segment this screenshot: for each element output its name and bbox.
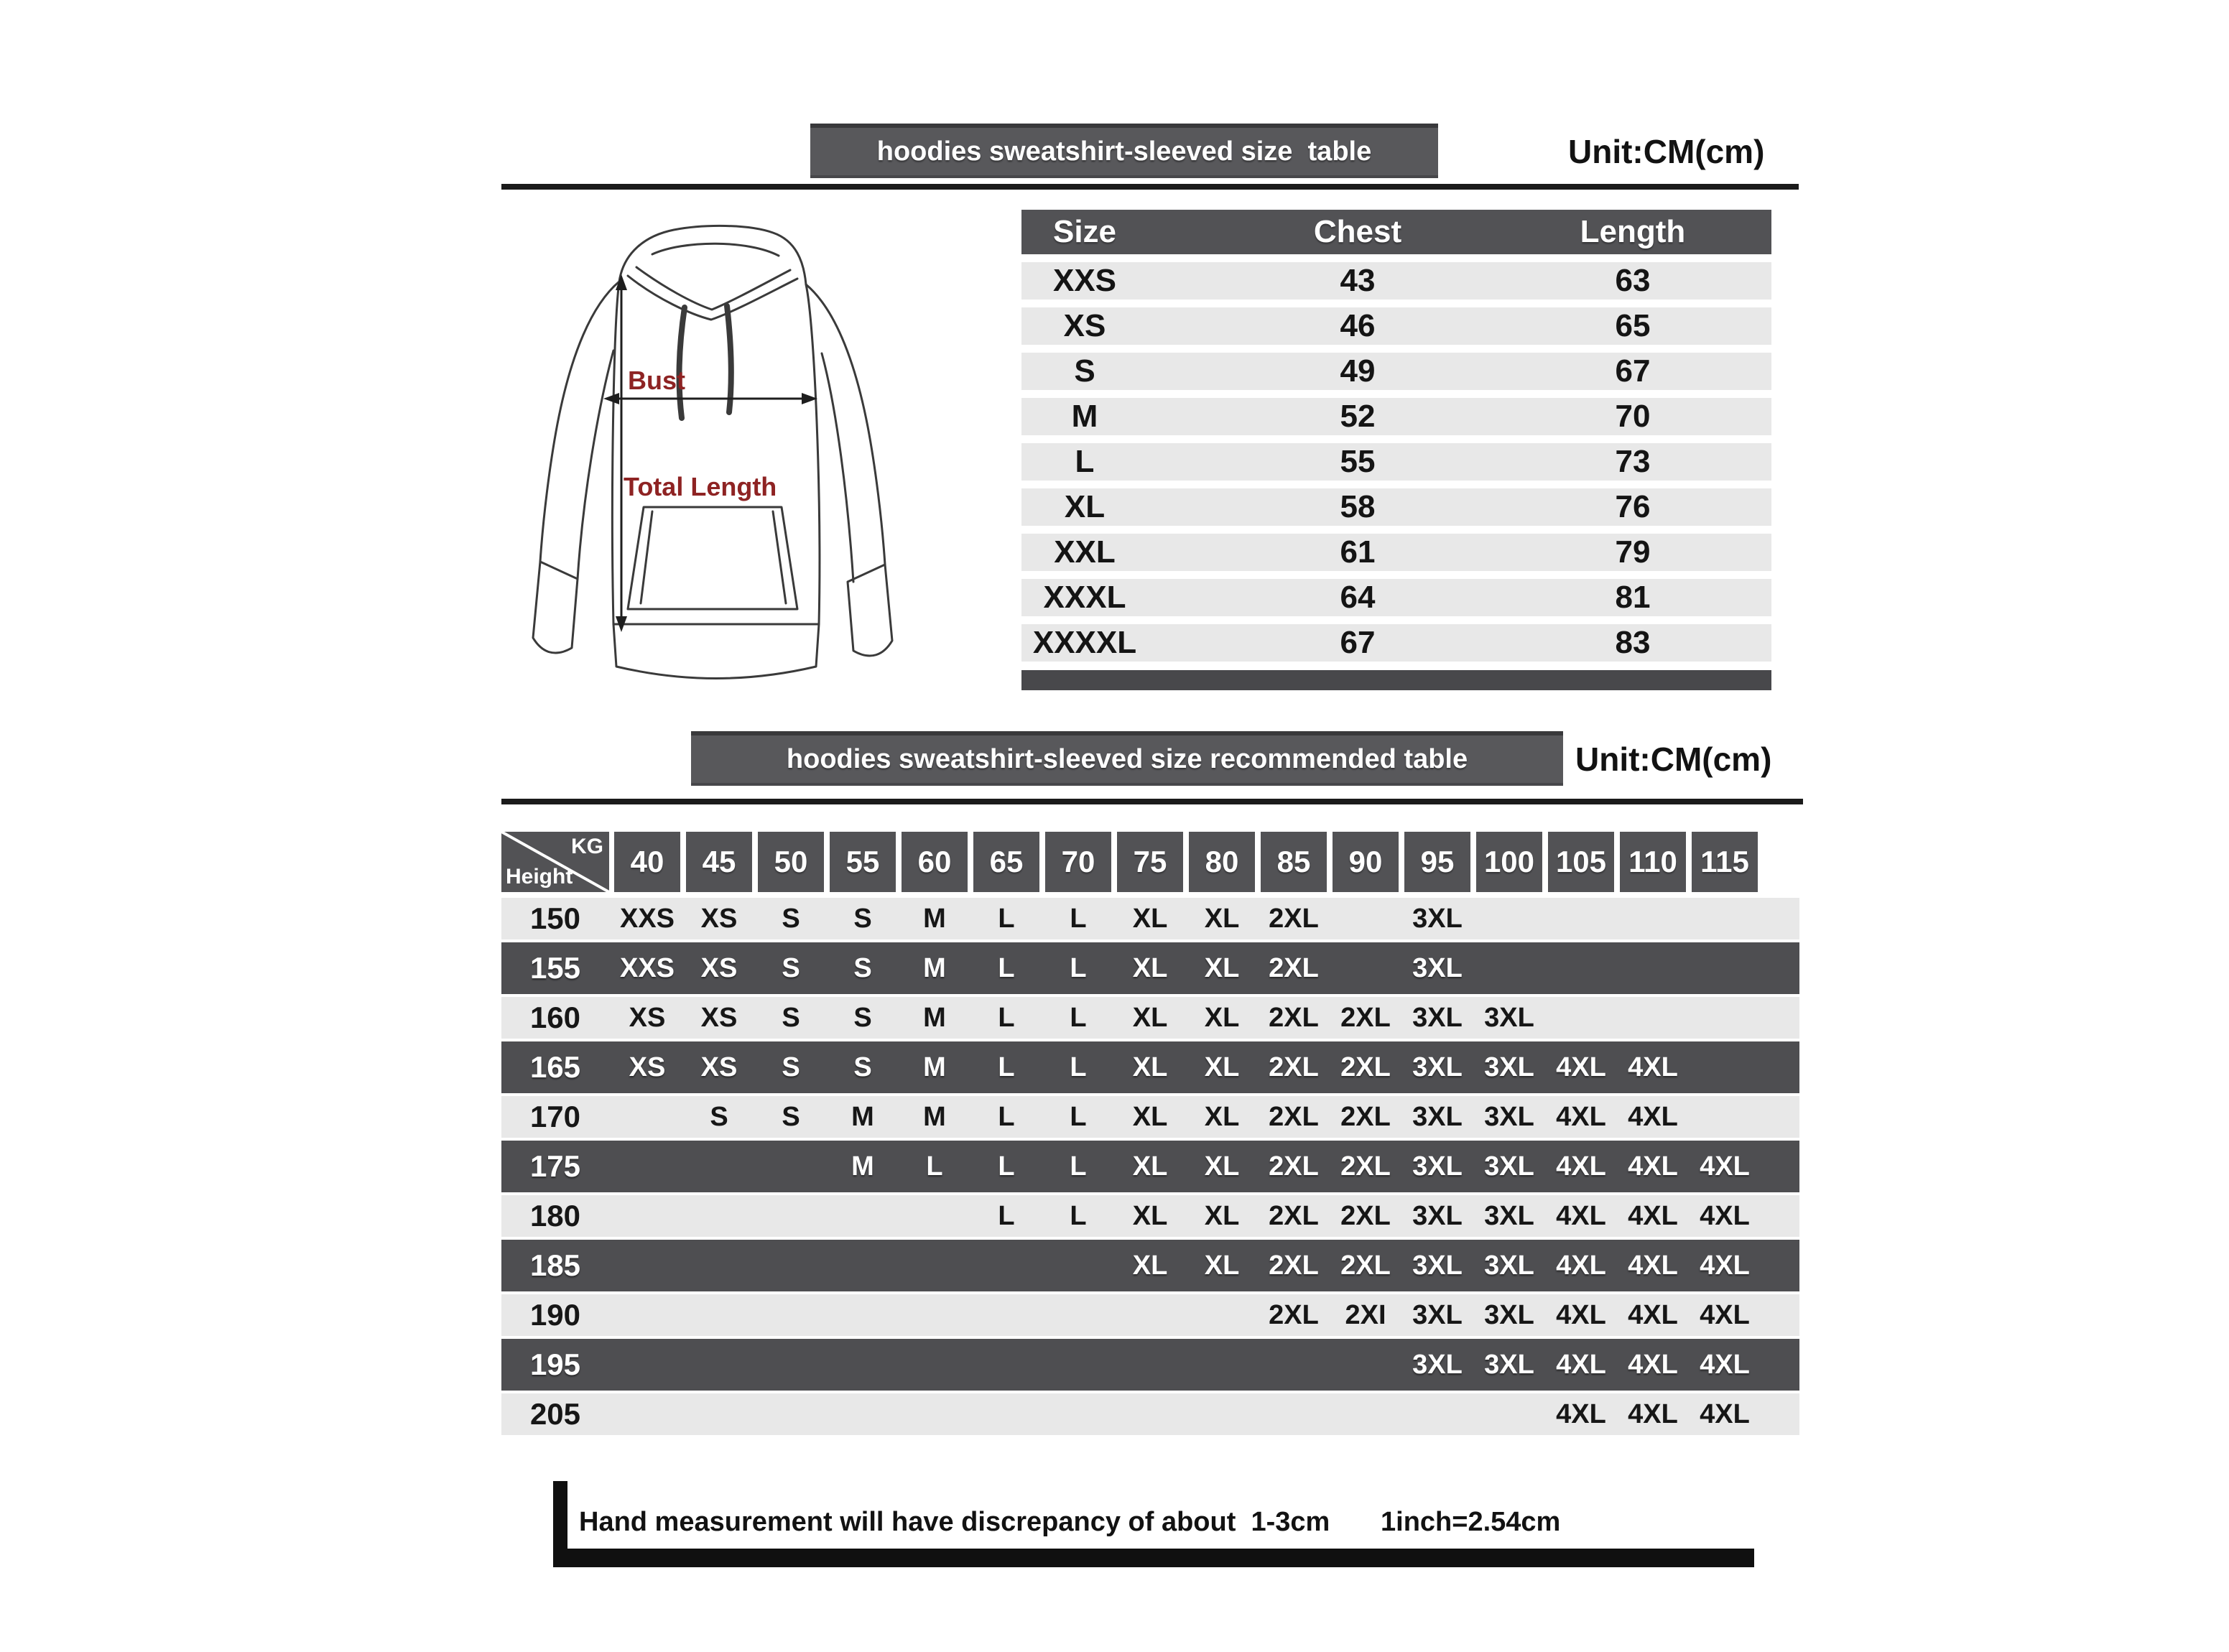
hood-opening-icon — [628, 276, 797, 320]
recommended-row-170 — [501, 1096, 1799, 1138]
size-recommendation-cell: 4XL — [1556, 1201, 1606, 1231]
size-table-row-XS — [1021, 307, 1771, 345]
recommended-row-155 — [501, 942, 1799, 994]
height-label: 180 — [529, 1199, 581, 1233]
size-table-cell-size: M — [1071, 399, 1098, 434]
weight-header-cell-50: 50 — [758, 832, 824, 892]
weight-header-cell-40: 40 — [614, 832, 680, 892]
drawstring-right-icon — [727, 306, 731, 412]
recommended-row-180 — [501, 1195, 1799, 1237]
size-recommendation-cell: 3XL — [1412, 1151, 1463, 1182]
size-table-cell-chest: 43 — [1340, 263, 1376, 298]
size-table-cell-length: 81 — [1615, 580, 1651, 615]
weight-header-cell-70: 70 — [1045, 832, 1111, 892]
size-recommendation-cell: 2XL — [1269, 1151, 1319, 1182]
height-label: 185 — [529, 1248, 581, 1282]
size-recommendation-cell: L — [1070, 904, 1087, 934]
weight-header-cell-105: 105 — [1548, 832, 1614, 892]
height-label: 175 — [529, 1149, 581, 1183]
size-table-cell-size: XS — [1063, 308, 1106, 343]
size-table-bottom-bar — [1021, 670, 1771, 690]
size-recommendation-cell: 2XL — [1340, 1250, 1391, 1281]
size-table-cell-chest: 61 — [1340, 534, 1376, 570]
recommended-row-160 — [501, 997, 1799, 1039]
size-table-cell-length: 76 — [1615, 489, 1651, 524]
size-recommendation-cell: S — [853, 1052, 872, 1082]
size-recommendation-cell: L — [1070, 1003, 1087, 1033]
size-recommendation-cell: L — [998, 1151, 1015, 1182]
footer-underline-bar — [553, 1549, 1754, 1567]
right-cuff-icon — [848, 565, 892, 656]
size-recommendation-cell: 2XL — [1340, 1102, 1391, 1132]
height-label: 190 — [529, 1298, 581, 1332]
size-table-row-XXXL — [1021, 579, 1771, 616]
height-label: 155 — [529, 951, 581, 985]
size-table-row-XXXXL — [1021, 624, 1771, 662]
size-recommendation-cell: L — [1070, 1102, 1087, 1132]
recommended-row-165 — [501, 1041, 1799, 1093]
size-recommendation-cell: 3XL — [1412, 1350, 1463, 1380]
size-recommendation-cell: L — [998, 904, 1015, 934]
size-recommendation-cell: 2XL — [1340, 1052, 1391, 1082]
size-recommendation-cell: 2XL — [1269, 1052, 1319, 1082]
size-table-cell-size: XXS — [1052, 263, 1117, 298]
height-label: 160 — [529, 1001, 581, 1034]
size-recommendation-cell: XL — [1204, 1201, 1240, 1231]
size-table-row-XXL — [1021, 534, 1771, 571]
weight-header-cell-85: 85 — [1261, 832, 1327, 892]
height-label: 150 — [529, 901, 581, 935]
size-recommendation-cell: XS — [629, 1052, 666, 1082]
size-recommendation-cell: XL — [1204, 1003, 1240, 1033]
unit-label-bottom: Unit:CM(cm) — [1575, 741, 1772, 778]
size-recommendation-cell: 4XL — [1556, 1300, 1606, 1330]
size-recommendation-cell: M — [923, 953, 946, 983]
size-recommendation-cell: XL — [1132, 1250, 1168, 1281]
size-recommendation-cell: 4XL — [1628, 1350, 1678, 1380]
size-recommendation-cell: 4XL — [1628, 1151, 1678, 1182]
recommended-row-205 — [501, 1393, 1799, 1435]
inch-conversion-note: 1inch=2.54cm — [1381, 1507, 1561, 1537]
height-label: 170 — [529, 1100, 581, 1133]
size-recommendation-cell: M — [851, 1151, 874, 1182]
size-recommendation-cell: L — [1070, 1151, 1087, 1182]
size-recommendation-cell: 2XL — [1269, 1003, 1319, 1033]
size-recommendation-cell: L — [998, 1201, 1015, 1231]
size-table-cell-size: XXXL — [1043, 580, 1126, 615]
height-label: 195 — [529, 1347, 581, 1381]
size-recommendation-cell: S — [782, 904, 800, 934]
hoodie-diagram — [511, 210, 971, 713]
size-table-cell-length: 65 — [1615, 308, 1651, 343]
size-table-cell-length: 63 — [1615, 263, 1651, 298]
size-recommendation-cell: 4XL — [1628, 1300, 1678, 1330]
size-recommendation-cell: M — [923, 1102, 946, 1132]
weight-header-cell-45: 45 — [686, 832, 752, 892]
size-recommendation-cell: XL — [1132, 1102, 1168, 1132]
size-recommendation-cell: XL — [1204, 1250, 1240, 1281]
size-recommendation-cell: XL — [1132, 953, 1168, 983]
size-recommendation-cell: 3XL — [1412, 1250, 1463, 1281]
size-recommendation-cell: S — [853, 953, 872, 983]
size-recommendation-cell: 3XL — [1412, 1102, 1463, 1132]
unit-label-top: Unit:CM(cm) — [1568, 133, 1765, 170]
size-table — [1021, 210, 1771, 713]
size-recommendation-cell: 4XL — [1628, 1201, 1678, 1231]
size-recommendation-cell: 3XL — [1412, 1201, 1463, 1231]
size-recommendation-cell: M — [923, 1052, 946, 1082]
size-recommendation-cell: 4XL — [1628, 1399, 1678, 1429]
body-left-edge-icon — [612, 282, 619, 624]
height-label: 165 — [529, 1050, 581, 1084]
weight-header-cell-65: 65 — [973, 832, 1039, 892]
size-recommendation-cell: L — [998, 953, 1015, 983]
size-recommendation-cell: 2XL — [1269, 1102, 1319, 1132]
size-table-header — [1021, 210, 1771, 254]
left-cuff-icon — [533, 562, 578, 653]
hood-rim-icon — [636, 267, 790, 310]
size-recommendation-cell: 4XL — [1700, 1250, 1750, 1281]
size-table-cell-chest: 49 — [1340, 353, 1376, 389]
size-table-cell-chest: 64 — [1340, 580, 1376, 615]
size-recommendation-cell: L — [998, 1052, 1015, 1082]
size-recommendation-cell: 3XL — [1484, 1003, 1534, 1033]
size-recommendation-cell: XL — [1204, 953, 1240, 983]
size-recommendation-cell: 4XL — [1556, 1151, 1606, 1182]
size-recommendation-cell: 2XL — [1269, 1250, 1319, 1281]
size-recommendation-cell: 4XL — [1628, 1102, 1678, 1132]
size-table-cell-length: 70 — [1615, 399, 1651, 434]
size-recommendation-cell: 3XL — [1484, 1250, 1534, 1281]
size-table-cell-size: S — [1074, 353, 1095, 389]
weight-header-cell-90: 90 — [1333, 832, 1399, 892]
weight-header-cell-95: 95 — [1404, 832, 1470, 892]
size-recommendation-cell: 2XL — [1340, 1151, 1391, 1182]
left-sleeve-outline-icon — [540, 282, 619, 562]
size-table-cell-chest: 55 — [1340, 444, 1376, 479]
size-table-cell-length: 79 — [1615, 534, 1651, 570]
size-recommendation-cell: XL — [1204, 1102, 1240, 1132]
size-table-cell-size: L — [1075, 444, 1095, 479]
size-recommendation-cell: 3XL — [1412, 953, 1463, 983]
size-recommendation-cell: 3XL — [1484, 1102, 1534, 1132]
size-recommendation-cell: 2XL — [1269, 1201, 1319, 1231]
size-recommendation-cell: 2XL — [1340, 1003, 1391, 1033]
size-recommendation-cell: 3XL — [1484, 1350, 1534, 1380]
corner-kg-label: KG — [571, 835, 603, 858]
size-recommendation-cell: XL — [1132, 1052, 1168, 1082]
size-recommendation-cell: S — [853, 904, 872, 934]
size-table-row-M — [1021, 398, 1771, 435]
weight-header-cell-80: 80 — [1189, 832, 1255, 892]
hood-fold-icon — [652, 243, 779, 256]
size-table-cell-chest: 58 — [1340, 489, 1376, 524]
size-recommendation-cell: 2XI — [1345, 1300, 1386, 1330]
size-recommendation-cell: 3XL — [1412, 1003, 1463, 1033]
bust-label: Bust — [628, 366, 685, 395]
size-recommendation-cell: XL — [1204, 904, 1240, 934]
recommended-row-150 — [501, 898, 1799, 939]
size-recommendation-cell: 4XL — [1628, 1250, 1678, 1281]
hem-band-icon — [613, 624, 819, 679]
size-recommendation-cell: XS — [700, 904, 738, 934]
measurement-note: Hand measurement will have discrepancy of about 1-3cm — [579, 1507, 1330, 1537]
size-recommendation-cell: 2XL — [1269, 1300, 1319, 1330]
corner-height-label: Height — [506, 865, 573, 888]
size-table-row-L — [1021, 443, 1771, 481]
size-table-cell-length: 67 — [1615, 353, 1651, 389]
size-table-cell-length: 73 — [1615, 444, 1651, 479]
size-recommendation-cell: 3XL — [1484, 1201, 1534, 1231]
size-table-cell-size: XL — [1064, 489, 1106, 524]
size-table-cell-chest: 67 — [1340, 625, 1376, 660]
drawstring-left-icon — [680, 307, 685, 418]
size-table-cell-chest: 46 — [1340, 308, 1376, 343]
weight-header-cell-60: 60 — [902, 832, 968, 892]
size-recommendation-cell: L — [1070, 1201, 1087, 1231]
recommended-row-185 — [501, 1240, 1799, 1291]
weight-header-cell-110: 110 — [1620, 832, 1686, 892]
left-sleeve-inner-icon — [578, 351, 613, 579]
size-recommendation-cell: L — [1070, 1052, 1087, 1082]
size-table-row-S — [1021, 353, 1771, 390]
size-recommendation-cell: XL — [1204, 1151, 1240, 1182]
recommended-row-175 — [501, 1141, 1799, 1192]
size-recommendation-cell: S — [782, 953, 800, 983]
size-recommendation-cell: M — [851, 1102, 874, 1132]
size-recommendation-cell: 4XL — [1700, 1350, 1750, 1380]
recommended-row-190 — [501, 1294, 1799, 1336]
size-recommendation-cell: S — [782, 1003, 800, 1033]
size-recommendation-cell: 4XL — [1628, 1052, 1678, 1082]
size-recommendation-cell: XS — [629, 1003, 666, 1033]
size-recommendation-cell: 4XL — [1700, 1201, 1750, 1231]
size-recommendation-cell: XS — [700, 1052, 738, 1082]
size-recommendation-cell: 4XL — [1556, 1399, 1606, 1429]
size-recommendation-cell: L — [926, 1151, 943, 1182]
size-recommendation-cell: 3XL — [1484, 1151, 1534, 1182]
size-table-cell-size: XXL — [1054, 534, 1116, 570]
size-recommendation-cell: 4XL — [1556, 1102, 1606, 1132]
size-recommendation-cell: 4XL — [1700, 1151, 1750, 1182]
size-table-cell-length: 83 — [1615, 625, 1651, 660]
size-recommendation-cell: XL — [1132, 1151, 1168, 1182]
size-table-cell-size: XXXXL — [1032, 625, 1137, 660]
size-recommendation-cell: 3XL — [1412, 1300, 1463, 1330]
size-recommendation-cell: 3XL — [1484, 1300, 1534, 1330]
size-recommendation-cell: S — [782, 1052, 800, 1082]
pocket-icon — [628, 507, 797, 609]
column-header-length: Length — [1580, 214, 1686, 249]
size-recommendation-cell: 3XL — [1412, 1052, 1463, 1082]
corner-cell — [501, 832, 609, 892]
size-recommendation-cell: 2XL — [1269, 904, 1319, 934]
weight-header-cell-55: 55 — [830, 832, 896, 892]
weight-header-cell-100: 100 — [1476, 832, 1542, 892]
size-recommendation-cell: XXS — [619, 904, 675, 934]
size-recommendation-cell: S — [853, 1003, 872, 1033]
column-header-chest: Chest — [1313, 214, 1402, 249]
right-sleeve-inner-icon — [822, 353, 853, 582]
size-recommendation-cell: 4XL — [1700, 1300, 1750, 1330]
size-recommendation-cell: XS — [700, 1003, 738, 1033]
size-recommendation-cell: M — [923, 1003, 946, 1033]
size-recommendation-cell: 4XL — [1556, 1350, 1606, 1380]
size-table-cell-chest: 52 — [1340, 399, 1376, 434]
column-header-size: Size — [1052, 214, 1117, 249]
height-label: 205 — [529, 1397, 581, 1431]
size-recommendation-cell: 4XL — [1700, 1399, 1750, 1429]
size-recommendation-cell: 3XL — [1484, 1052, 1534, 1082]
size-recommendation-cell: S — [782, 1102, 800, 1132]
size-recommendation-cell: L — [998, 1003, 1015, 1033]
size-recommendation-cell: XL — [1204, 1052, 1240, 1082]
size-recommendation-cell: L — [998, 1102, 1015, 1132]
size-recommendation-cell: S — [710, 1102, 728, 1132]
size-recommendation-cell: XL — [1132, 904, 1168, 934]
body-right-edge-icon — [806, 284, 820, 624]
size-recommendation-cell: 2XL — [1340, 1201, 1391, 1231]
recommended-table-title: hoodies sweatshirt-sleeved size recommended table — [691, 731, 1563, 786]
recommended-size-table — [501, 832, 1799, 1441]
size-table-row-XL — [1021, 488, 1771, 526]
separator-line-top — [501, 184, 1799, 190]
size-table-row-XXS — [1021, 262, 1771, 300]
size-recommendation-cell: XL — [1132, 1201, 1168, 1231]
size-recommendation-cell: 3XL — [1412, 904, 1463, 934]
weight-header-cell-115: 115 — [1692, 832, 1758, 892]
size-recommendation-cell: XS — [700, 953, 738, 983]
weight-header-cell-75: 75 — [1117, 832, 1183, 892]
size-recommendation-cell: XL — [1132, 1003, 1168, 1033]
size-recommendation-cell: L — [1070, 953, 1087, 983]
pocket-left-opening-icon — [641, 511, 652, 603]
arrowhead-left-icon — [603, 393, 619, 404]
size-recommendation-cell: 4XL — [1556, 1052, 1606, 1082]
separator-line-bottom — [501, 799, 1803, 804]
size-table-title: hoodies sweatshirt-sleeved size table — [810, 124, 1438, 178]
total-length-label: Total Length — [624, 472, 777, 501]
size-recommendation-cell: M — [923, 904, 946, 934]
size-recommendation-cell: 2XL — [1269, 953, 1319, 983]
size-recommendation-cell: 4XL — [1556, 1250, 1606, 1281]
recommended-row-195 — [501, 1339, 1799, 1391]
size-recommendation-cell: XXS — [619, 953, 675, 983]
